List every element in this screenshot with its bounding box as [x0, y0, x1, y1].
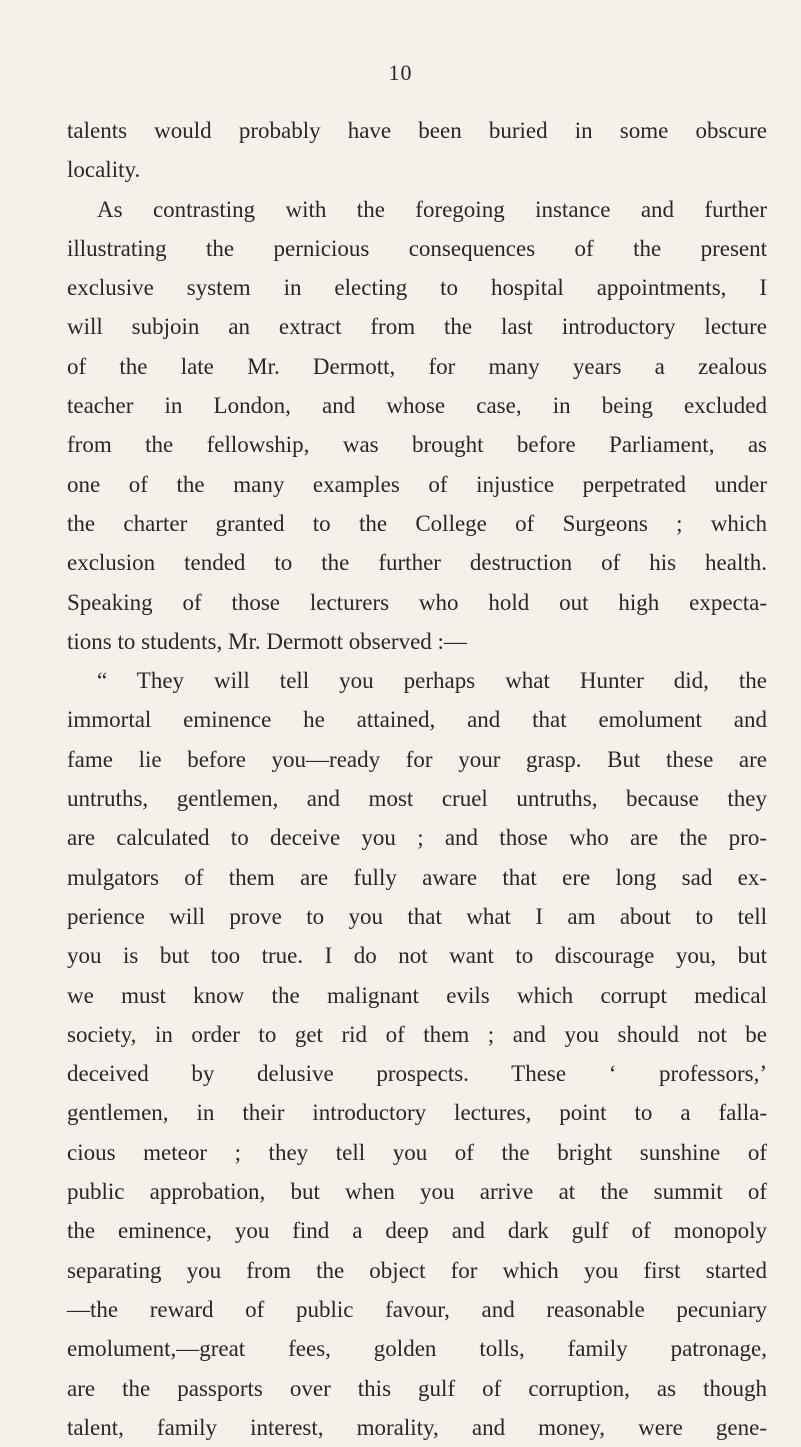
text-line: emolument,—great fees, golden tolls, family patronage,	[67, 1336, 767, 1362]
text-line: exclusive system in electing to hospital appointments, I	[67, 275, 767, 301]
text-line: the charter granted to the College of Surgeons ; which	[67, 510, 767, 536]
text-line: separating you from the object for which you first started	[67, 1257, 767, 1283]
text-line: Speaking of those lecturers who hold out high expecta-	[67, 589, 767, 615]
text-line: As contrasting with the foregoing instance and further	[97, 196, 767, 222]
text-line: untruths, gentlemen, and most cruel untruths, because they	[67, 786, 767, 812]
text-line: deceived by delusive prospects. These ‘ professors,’	[67, 1061, 767, 1087]
text-line: locality.	[67, 157, 141, 183]
text-line: of the late Mr. Dermott, for many years a zealous	[67, 353, 767, 379]
text-line: perience will prove to you that what I am about to tell	[67, 903, 767, 929]
text-line: immortal eminence he attained, and that emolument and	[67, 707, 767, 733]
text-line: from the fellowship, was brought before Parliament, as	[67, 432, 767, 458]
text-line: society, in order to get rid of them ; and you should not be	[67, 1021, 767, 1047]
text-line: mulgators of them are fully aware that ere long sad ex-	[67, 864, 767, 890]
text-line: tions to students, Mr. Dermott observed :—	[67, 628, 467, 654]
text-line: gentlemen, in their introductory lectures, point to a falla-	[67, 1100, 767, 1126]
text-line: the eminence, you find a deep and dark gulf of monopoly	[67, 1218, 767, 1244]
text-line: —the reward of public favour, and reasonable pecuniary	[67, 1296, 767, 1322]
text-line: illustrating the pernicious consequences of the present	[67, 235, 767, 261]
text-line: teacher in London, and whose case, in being excluded	[67, 393, 767, 419]
text-line: public approbation, but when you arrive at the summit of	[67, 1179, 767, 1205]
page-number: 10	[388, 60, 413, 85]
body-text	[67, 111, 767, 1447]
text-line: cious meteor ; they tell you of the bright sunshine of	[67, 1139, 767, 1165]
text-line: one of the many examples of injustice perpetrated under	[67, 471, 767, 497]
text-line: are the passports over this gulf of corruption, as though	[67, 1375, 767, 1401]
text-line: “ They will tell you perhaps what Hunter did, the	[97, 668, 767, 694]
text-line: you is but too true. I do not want to discourage you, but	[67, 943, 767, 969]
text-line: are calculated to deceive you ; and those who are the pro-	[67, 825, 767, 851]
text-line: talent, family interest, morality, and money, were gene-	[67, 1414, 767, 1440]
text-line: we must know the malignant evils which corrupt medical	[67, 982, 767, 1008]
text-line: will subjoin an extract from the last introductory lecture	[67, 314, 767, 340]
text-line: exclusion tended to the further destruction of his health.	[67, 550, 767, 576]
text-line: talents would probably have been buried in some obscure	[67, 118, 767, 143]
text-line: fame lie before you—ready for your grasp. But these are	[67, 746, 767, 772]
